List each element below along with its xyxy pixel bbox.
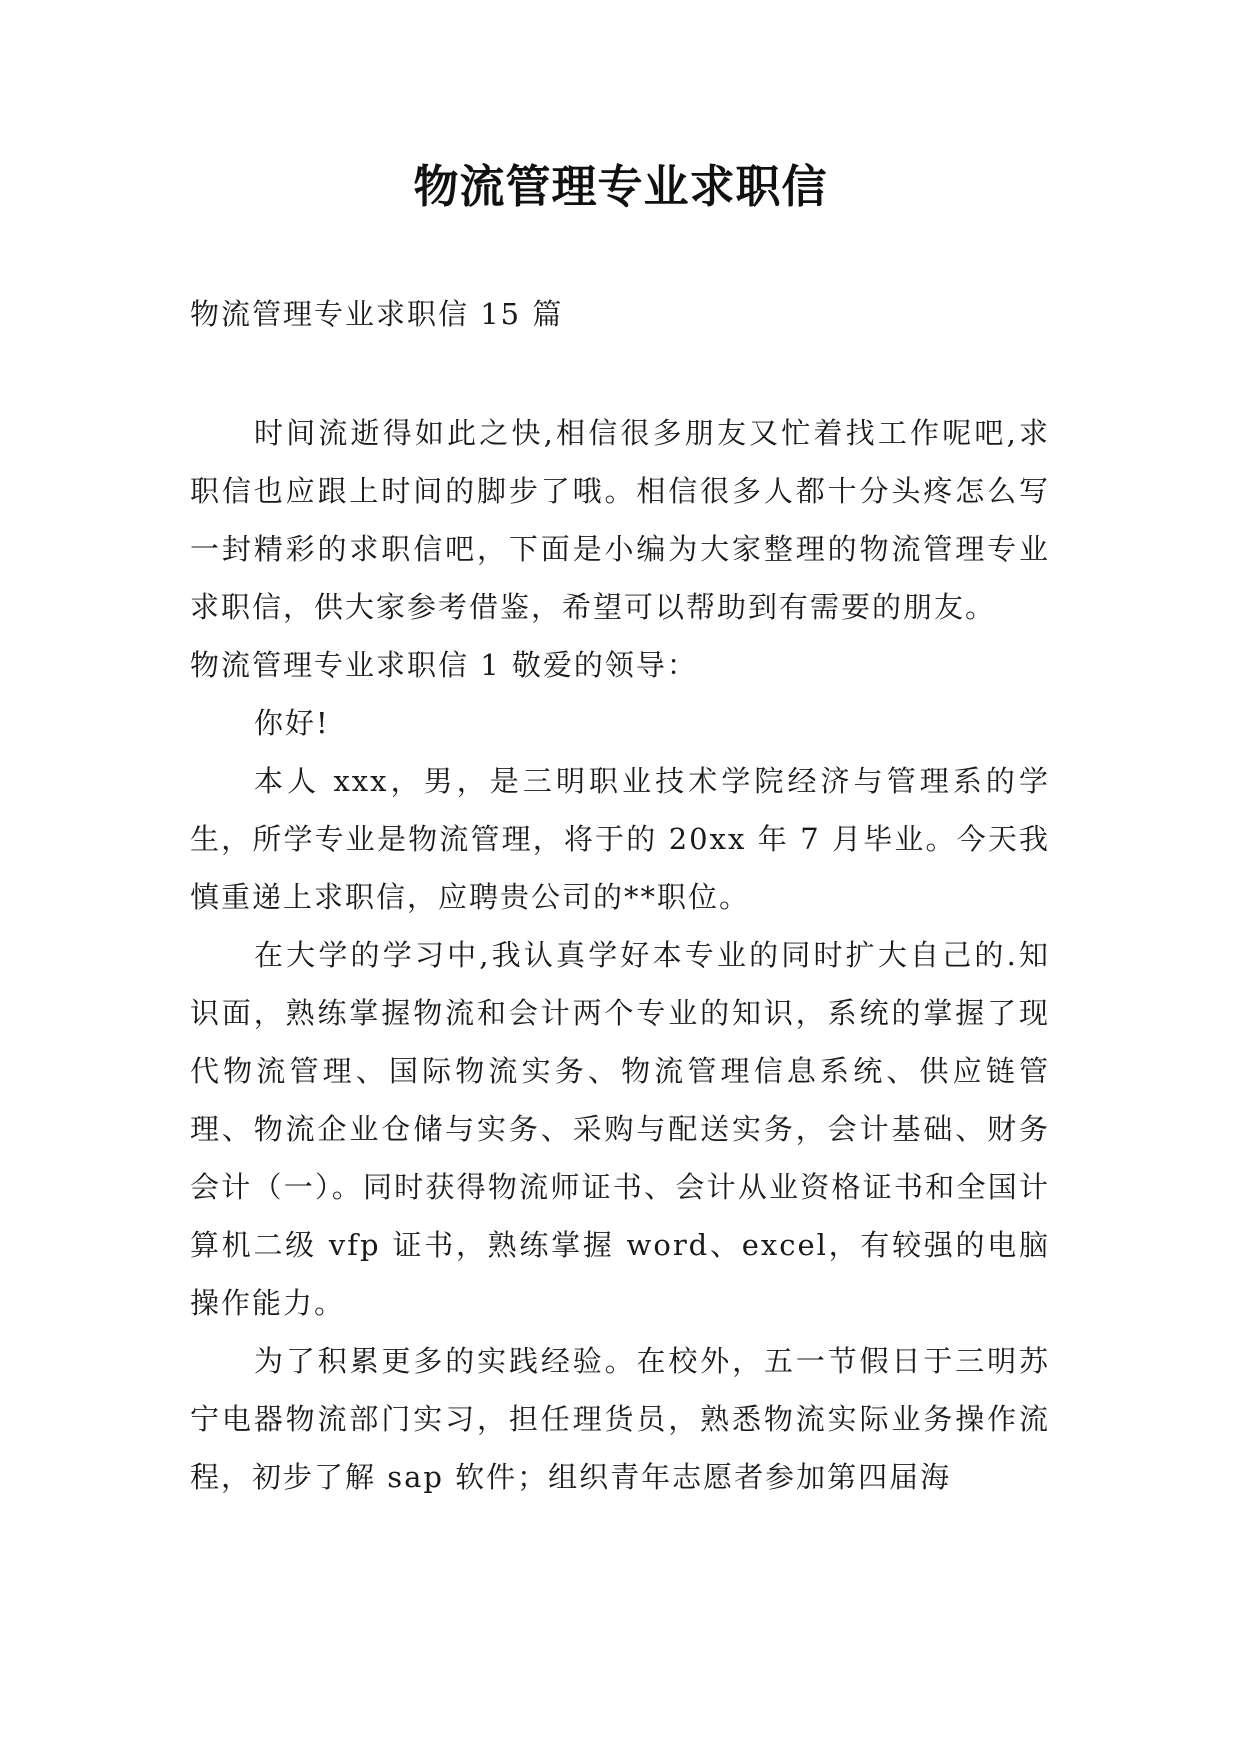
paragraph-greeting: 你好!	[254, 706, 330, 740]
document-body	[190, 404, 1050, 1506]
paragraph-self-introduction: 本人 xxx，男，是三明职业技术学院经济与管理系的学生，所学专业是物流管理，将于的 20xx 年 7 月毕业。今天我慎重递上求职信，应聘贵公司的**职位。	[190, 764, 1050, 914]
document-subtitle: 物流管理专业求职信 15 篇	[190, 297, 564, 331]
paragraph-intro: 时间流逝得如此之快,相信很多朋友又忙着找工作呢吧,求职信也应跟上时间的脚步了哦。相信很多人都十分头疼怎么写一封精彩的求职信吧，下面是小编为大家整理的物流管理专业求职信，供大家参考借鉴，希望可以帮助到有需要的朋友。	[190, 416, 1050, 624]
paragraph-education: 在大学的学习中,我认真学好本专业的同时扩大自己的.知识面，熟练掌握物流和会计两个专业的知识，系统的掌握了现代物流管理、国际物流实务、物流管理信息系统、供应链管理、物流企业仓储与实务、采购与配送实务，会计基础、财务会计（一）。同时获得物流师证书、会计从业资格证书和全国计算机二级 vfp 证书，熟练掌握 word、excel，有较强的电脑操作能力。	[190, 938, 1050, 1320]
paragraph-practice: 为了积累更多的实践经验。在校外，五一节假日于三明苏宁电器物流部门实习，担任理货员，熟悉物流实际业务操作流程，初步了解 sap 软件；组织青年志愿者参加第四届海	[190, 1344, 1050, 1494]
document-title: 物流管理专业求职信	[413, 160, 828, 213]
paragraph-letter-heading: 物流管理专业求职信 1 敬爱的领导：	[190, 648, 698, 682]
